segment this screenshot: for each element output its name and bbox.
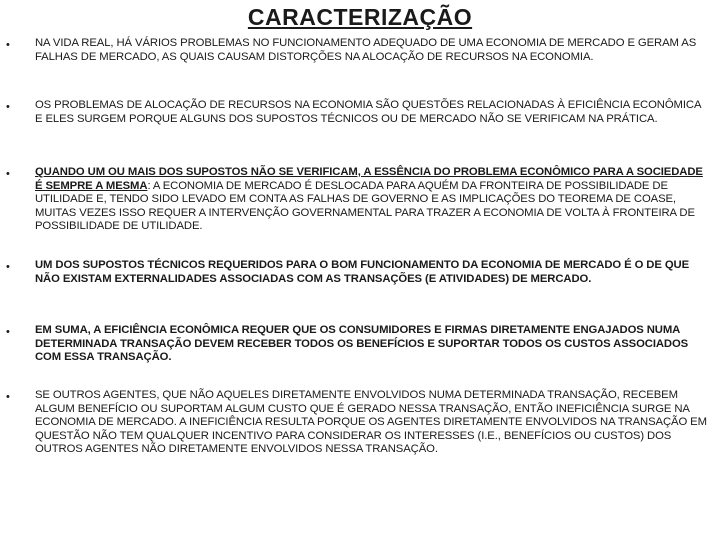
bullet-text bbox=[35, 166, 711, 234]
bullet-text bbox=[35, 99, 711, 126]
bullet-text-rest: : A ECONOMIA DE MERCADO É DESLOCADA PARA AQUÉM DA FRONTEIRA DE POSSIBILIDADE DE UTILIDADE E, TENDO SIDO LEVADO EM CONTA AS FALHAS DE GOVERNO E AS IMPLICAÇÕES DO TEOREMA DE COASE, MUITAS VEZES ISSO REQUER A INTERVENÇÃO GOVERNAMENTAL PARA TRAZER A ECONOMIA DE VOLTA À FRONTEIRA DE POSSIBILIDADE DE UTILIDADE. bbox=[35, 179, 695, 233]
page-title: CARACTERIZAÇÃO bbox=[247, 4, 473, 30]
bullet-text: NA VIDA REAL, HÁ VÁRIOS PROBLEMAS NO FUNCIONAMENTO ADEQUADO DE UMA ECONOMIA DE MERCADO E GERAM AS FALHAS DE MERCADO, AS QUAIS CAUSAM DISTORÇÕES NA ALOCAÇÃO DE RECURSOS NA ECONOMIA. bbox=[35, 37, 697, 63]
bullet-dot: • bbox=[6, 101, 10, 113]
bullet-text-rest: E ELES SURGEM PORQUE ALGUNS DOS SUPOSTOS TÉCNICOS OU DE MERCADO NÃO SE VERIFICAM NA PRÁTICA. bbox=[35, 112, 658, 125]
bullet-text: SE OUTROS AGENTES, QUE NÃO AQUELES DIRETAMENTE ENVOLVIDOS NUMA DETERMINADA TRANSAÇÃO, RECEBEM ALGUM BENEFÍCIO OU SUPORTAM ALGUM CUSTO QUE É GERADO NESSA TRANSAÇÃO, ENTÃO INEFICIÊNCIA SURGE NA ECONOMIA DE MERCADO. A INEFICIÊNCIA RESULTA PORQUE OS AGENTES DIRETAMENTE ENVOLVIDOS NA TRANSAÇÃO EM QUESTÃO NÃO TEM QUALQUER INCENTIVO PARA CONSIDERAR OS INTERESSES (I.E., BENEFÍCIOS OU CUSTOS) DOS OUTROS AGENTES NÃO DIRETAMENTE ENVOLVIDOS NESSA TRANSAÇÃO. bbox=[35, 389, 707, 456]
bullet-dot: • bbox=[6, 168, 10, 180]
bullet-text-emphasis: QUANDO UM OU MAIS DOS SUPOSTOS NÃO SE VERIFICAM, A ESSÊNCIA DO PROBLEMA ECONÔMICO PARA A SOCIEDADE É SEMPRE A MESMA bbox=[35, 166, 703, 192]
bullet-dot: • bbox=[6, 391, 10, 403]
bullet-dot: • bbox=[6, 39, 10, 51]
bullet-dot: • bbox=[6, 326, 10, 338]
bullet-text: UM DOS SUPOSTOS TÉCNICOS REQUERIDOS PARA O BOM FUNCIONAMENTO DA ECONOMIA DE MERCADO É O DE QUE NÃO EXISTAM EXTERNALIDADES ASSOCIADAS COM AS TRANSAÇÕES (E ATIVIDADES) DE MERCADO. bbox=[35, 259, 690, 285]
bullet-text-emphasis: OS PROBLEMAS DE ALOCAÇÃO DE RECURSOS NA ECONOMIA SÃO QUESTÕES RELACIONADAS À EFICIÊNCIA ECONÔMICA bbox=[35, 99, 701, 111]
bullet-text: EM SUMA, A EFICIÊNCIA ECONÔMICA REQUER QUE OS CONSUMIDORES E FIRMAS DIRETAMENTE ENGAJADOS NUMA DETERMINADA TRANSAÇÃO DEVEM RECEBER TODOS OS BENEFÍCIOS E SUPORTAR TODOS OS CUSTOS ASSOCIADOS COM ESSA TRANSAÇÃO. bbox=[35, 324, 689, 364]
bullet-dot: • bbox=[6, 261, 10, 273]
